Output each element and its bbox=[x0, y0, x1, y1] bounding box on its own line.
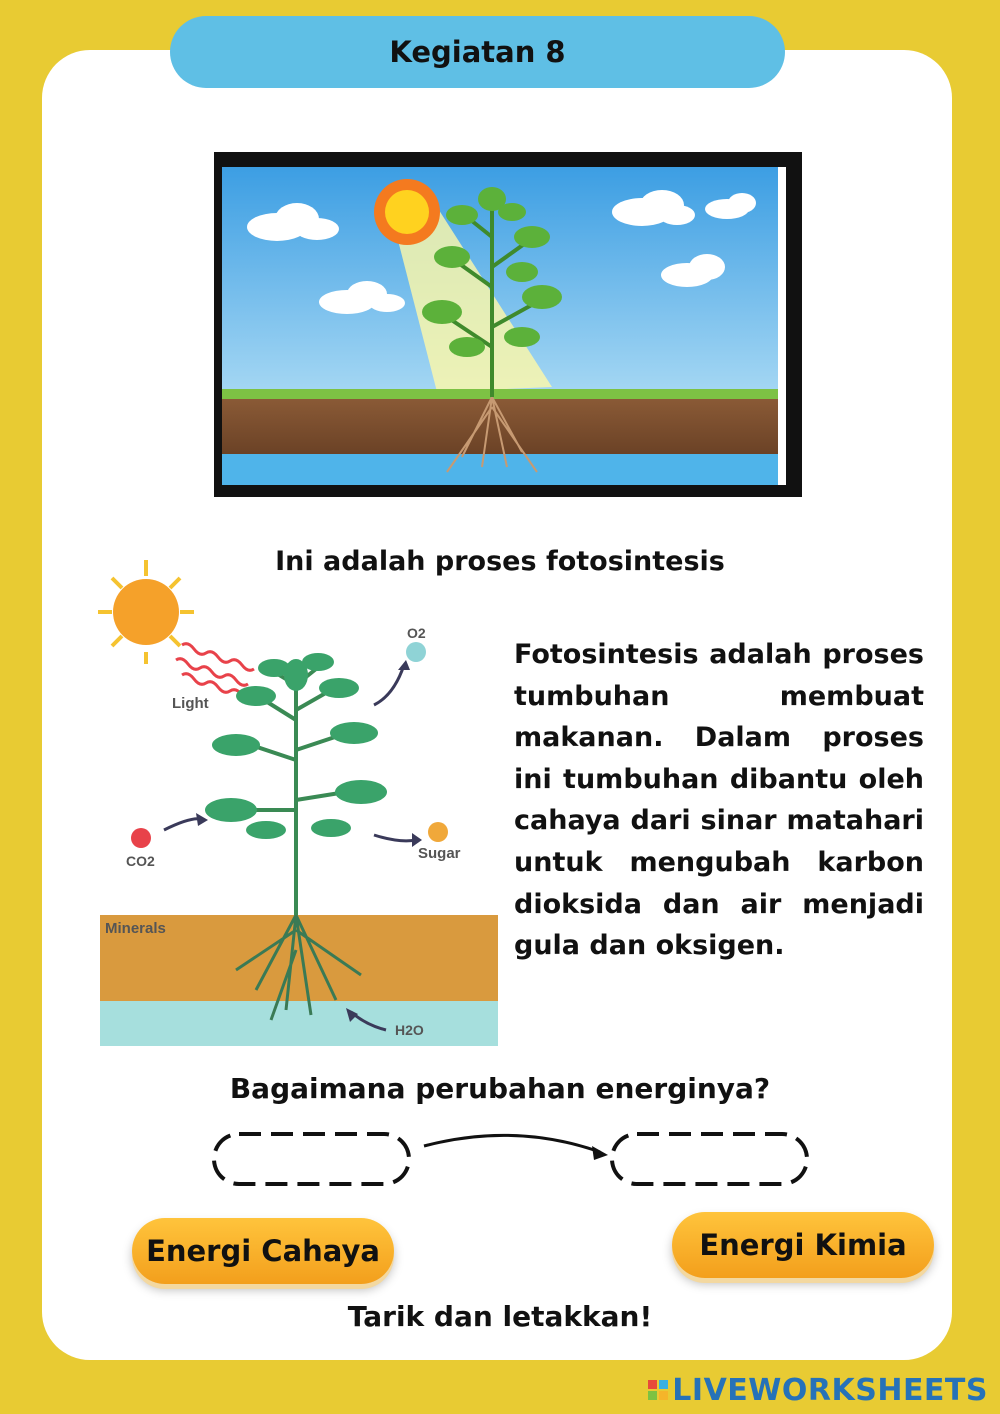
sun-icon bbox=[113, 579, 179, 645]
question-text: Bagaimana perubahan energinya? bbox=[229, 1072, 771, 1105]
answer-energi-cahaya[interactable] bbox=[132, 1218, 394, 1284]
photosynthesis-diagram bbox=[96, 560, 506, 1050]
sugar-molecule-icon bbox=[428, 822, 448, 842]
answer-energi-kimia-label: Energi Kimia bbox=[699, 1228, 907, 1262]
brand-name: LIVEWORKSHEETS bbox=[672, 1372, 988, 1408]
oxygen-molecule-icon bbox=[406, 642, 426, 662]
co2-molecule-icon bbox=[131, 828, 151, 848]
activity-title bbox=[170, 16, 785, 88]
photosynthesis-scene-image bbox=[214, 152, 802, 497]
answer-energi-kimia[interactable] bbox=[672, 1212, 934, 1278]
plant-in-sunlight-scene bbox=[222, 167, 786, 485]
o2-label: O2 bbox=[407, 625, 426, 641]
instruction-text: Tarik dan letakkan! bbox=[347, 1300, 653, 1333]
h2o-label: H2O bbox=[395, 1022, 424, 1038]
co2-label: CO2 bbox=[126, 853, 155, 869]
light-label: Light bbox=[172, 695, 209, 712]
sugar-label: Sugar bbox=[418, 845, 461, 862]
answer-drop-slot-1[interactable] bbox=[210, 1130, 415, 1190]
arrow-icon bbox=[420, 1128, 615, 1168]
minerals-label: Minerals bbox=[105, 920, 166, 937]
description-paragraph: Fotosintesis adalah proses tumbuhan membuat makanan. Dalam proses ini tumbuhan dibantu oleh cahaya dari sinar matahari untuk mengubah karbon dioksida dan air menjadi gula dan oksigen. bbox=[514, 639, 924, 962]
liveworksheets-logo bbox=[648, 1372, 988, 1408]
section-heading: Ini adalah proses fotosintesis bbox=[275, 546, 725, 577]
liveworksheets-logo-icon bbox=[648, 1380, 668, 1400]
answer-energi-cahaya-label: Energi Cahaya bbox=[146, 1234, 380, 1268]
activity-title-text: Kegiatan 8 bbox=[389, 35, 566, 69]
answer-drop-slot-2[interactable] bbox=[608, 1130, 813, 1190]
